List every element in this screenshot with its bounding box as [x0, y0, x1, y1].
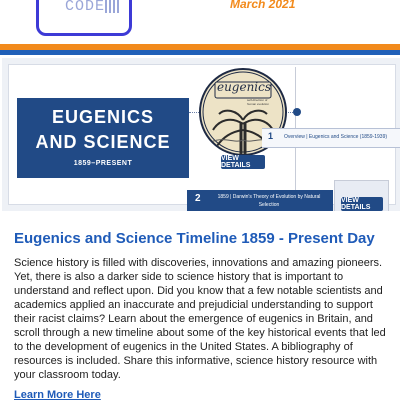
banner-subtitle: 1859–PRESENT	[73, 160, 133, 167]
view-details-button[interactable]: VIEW DETAILS	[221, 155, 265, 169]
timeline-item-1[interactable]	[262, 128, 400, 148]
medallion-caption: self-direction of human evolution	[247, 98, 270, 106]
logo-text-code: CODE	[65, 0, 106, 15]
medallion-text: eugenics	[216, 80, 272, 94]
learn-more-link[interactable]: Learn More Here	[14, 389, 101, 401]
banner-title-line2: AND SCIENCE	[35, 132, 171, 152]
timeline-item-2-label: 1859 | Darwin's Theory of Evolution by Natural Selection	[217, 194, 321, 208]
issue-date: March 2021	[230, 0, 296, 11]
timeline-node	[293, 108, 301, 116]
blue-divider	[0, 50, 400, 55]
timeline-item-1-number: 1	[268, 131, 274, 141]
timeline-item-1-label: Overview | Eugenics and Science (1859-1939)	[284, 134, 388, 140]
view-details-button[interactable]: VIEW DETAILS	[341, 197, 383, 211]
article-body: Science history is filled with discoveries, innovations and amazing pioneers. Yet, there is also a darker side to science history that is important to understand and reflect upon. Did you know that a few notable scientists and academics applied an inaccurate and prejudicial understanding to support their racist claims? Learn about the emergence of eugenics in Britain, and scroll through a new timeline about some of the key historical events that led to the development of eugenics in the United States. A bibliography of resources is included. Share this informative, science history resource with your classroom today.	[14, 257, 386, 381]
timeline-item-2-number: 2	[195, 193, 201, 204]
logo[interactable]	[36, 0, 132, 36]
timeline-thumbnail	[334, 180, 389, 211]
newsletter-header	[0, 0, 400, 42]
banner-title-line1: EUGENICS	[51, 107, 155, 127]
article-title: Eugenics and Science Timeline 1859 - Present Day	[14, 230, 375, 247]
timeline-item-2[interactable]	[187, 190, 333, 211]
timeline-banner-image[interactable]	[2, 58, 400, 211]
timeline-preview	[8, 64, 396, 211]
logo-bars-icon	[105, 0, 119, 13]
title-card	[17, 98, 189, 178]
